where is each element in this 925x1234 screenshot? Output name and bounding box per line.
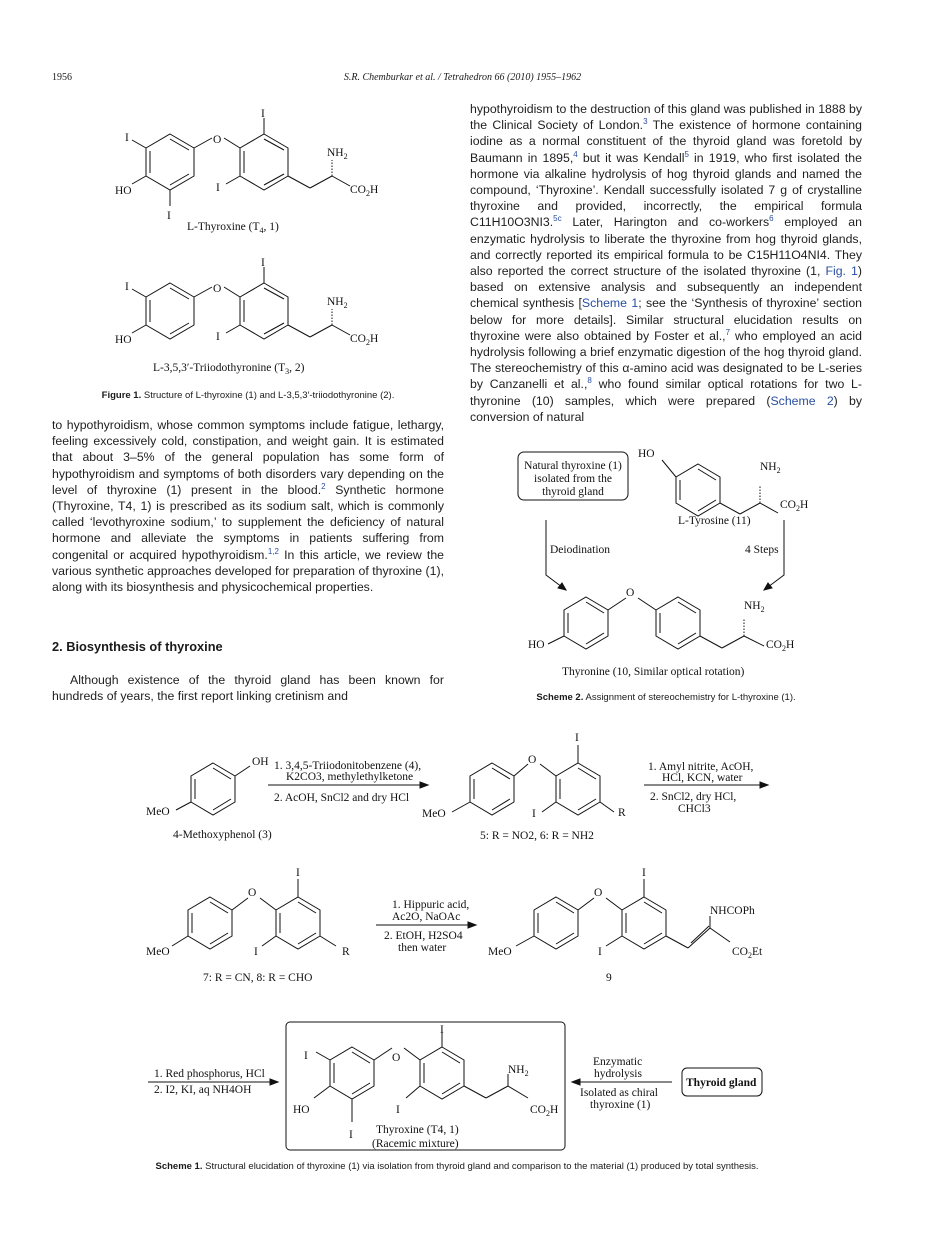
triiodothyronine-structure bbox=[132, 267, 350, 339]
atom-label: O bbox=[213, 283, 222, 295]
svg-text:I: I bbox=[304, 1050, 308, 1062]
svg-text:MeO: MeO bbox=[488, 946, 512, 958]
svg-text:HO: HO bbox=[638, 448, 655, 460]
svg-text:O: O bbox=[594, 887, 603, 899]
left-column-paragraph-2: Although existence of the thyroid gland has been known for hundreds of years, the first report linking cretinism and bbox=[52, 673, 444, 704]
svg-text:MeO: MeO bbox=[422, 808, 446, 820]
deiodination-label: Deiodination bbox=[550, 544, 611, 556]
svg-text:I: I bbox=[396, 1104, 400, 1116]
fig1-link[interactable]: Fig. 1 bbox=[825, 264, 858, 279]
reagent-1-line-2: K2CO3, methylethylketone bbox=[286, 771, 414, 783]
atom-label: I bbox=[261, 257, 265, 269]
atom-label: $NH_2$ bbox=[327, 296, 348, 310]
svg-text:NH2: $NH_2$ bbox=[760, 461, 781, 475]
scheme2-caption: Scheme 2. Assignment of stereochemistry for L-thyroxine (1). bbox=[536, 692, 796, 703]
atom-label: I bbox=[216, 331, 220, 343]
enzymatic-line-3: Isolated as chiral bbox=[580, 1087, 658, 1099]
atom-label: $CO_2H$ bbox=[350, 184, 379, 198]
thyronine-structure bbox=[548, 597, 764, 649]
racemic-mixture-label: (Racemic mixture) bbox=[372, 1138, 459, 1150]
compound-5-6-label: 5: R = NO2, 6: R = NH2 bbox=[480, 830, 594, 842]
svg-text:I: I bbox=[254, 946, 258, 958]
svg-text:CO2H: $CO_2H$ bbox=[530, 1104, 559, 1118]
atom-label: I bbox=[125, 281, 129, 293]
svg-text:I: I bbox=[598, 946, 602, 958]
thyroid-gland-label: Thyroid gland bbox=[686, 1077, 757, 1089]
compound-9-label: 9 bbox=[606, 972, 612, 984]
reagent-2-line-2: HCl, KCN, water bbox=[662, 772, 743, 784]
svg-text:I: I bbox=[642, 867, 646, 879]
four-steps-label: 4 Steps bbox=[745, 544, 779, 556]
svg-text:O: O bbox=[528, 754, 537, 766]
atom-label: HO bbox=[115, 185, 132, 197]
page-number: 1956 bbox=[52, 72, 72, 83]
svg-text:L-3,5,3′-Triiodothyronine (T3,: L-3,5,3′-Triiodothyronine ($T_3$, 2) bbox=[153, 362, 305, 376]
reagent-3-line-2: Ac2O, NaOAc bbox=[392, 911, 461, 923]
svg-text:O: O bbox=[248, 887, 257, 899]
reagent-4-line-1: 1. Red phosphorus, HCl bbox=[154, 1068, 265, 1080]
scheme1-link[interactable]: Scheme 1 bbox=[581, 296, 639, 311]
compound2-label: L-3,5,3′-Triiodothyronine (T bbox=[153, 362, 286, 374]
svg-text:O: O bbox=[392, 1052, 401, 1064]
box-line-1: Natural thyroxine (1) bbox=[524, 460, 622, 472]
box-line-3: thyroid gland bbox=[542, 486, 604, 498]
svg-text:MeO: MeO bbox=[146, 946, 170, 958]
reagent-1-line-3: 2. AcOH, SnCl2 and dry HCl bbox=[274, 792, 410, 804]
svg-text:I: I bbox=[440, 1024, 444, 1036]
svg-text:OH: OH bbox=[252, 756, 269, 768]
running-title: S.R. Chemburkar et al. / Tetrahedron 66 (2010) 1955–1962 bbox=[343, 72, 582, 83]
svg-text:I: I bbox=[349, 1129, 353, 1141]
svg-text:CO2H: $CO_2H$ bbox=[766, 639, 795, 653]
scheme2-link[interactable]: Scheme 2 bbox=[770, 393, 834, 408]
dehydroamino-ester-structure bbox=[516, 879, 730, 949]
svg-text:I: I bbox=[532, 808, 536, 820]
svg-text:HO: HO bbox=[293, 1104, 310, 1116]
svg-text:R: R bbox=[618, 807, 626, 819]
right-column-text: hypothyroidism to the destruction of this gland was published in 1888 by the Clinical Society of London.$^3$ The existence of hormone containing iodine as a normal constituent of the thyroid gland was foretold by Baumann in 1895,$^4$ but it was Kendall$^5$ in 1919, who first isolated the hormone via alkaline hydrolysis of hog thyroid glands and named the compound, ‘Thyroxine’. Kendall successfully isolated 7 g of crystalline thyroxine and provided, incorrectly, the empirical formula C11H10O3NI3.$^{5c}$ Later, Harington and co-workers$^6$ employed an enzymatic hydrolysis to liberate the thyroxine from hog thyroid glands, and correctly reported its empirical formula to be C15H11O4NI4. They also reported the correct structure of the isolated thyroxine (1, Fig. 1) based on extensive analysis and subsequently an independent chemical synthesis [Scheme 1; see the ‘Synthesis of thyroxine’ section below for more details]. Similar structural elucidation results on thyroxine were also obtained by Foster et al.,$^7$ who employed an acid hydrolysis following a brief enzymatic digestion of the hog thyroid gland. The stereochemistry of this α-amino acid was designated to be L-series by Canzanelli et al.,$^8$ who found similar optical rotations for two L-thyronine (10) samples, which were prepared (Scheme 2) by conversion of natural bbox=[470, 102, 862, 424]
section-heading: 2. Biosynthesis of thyroxine bbox=[52, 639, 223, 654]
atom-label: O bbox=[213, 134, 222, 146]
reagent-1-line-1: 1. 3,4,5-Triiodonitobenzene (4), bbox=[274, 760, 422, 772]
reagent-3-line-1: 1. Hippuric acid, bbox=[392, 899, 470, 911]
svg-text:CO2H: $CO_2H$ bbox=[780, 499, 809, 513]
reagent-4-line-2: 2. I2, KI, aq NH4OH bbox=[154, 1084, 252, 1096]
svg-text:CO2Et: $CO_2Et$ bbox=[732, 946, 763, 960]
svg-text:I: I bbox=[296, 867, 300, 879]
svg-text:I: I bbox=[575, 732, 579, 744]
box-line-2: isolated from the bbox=[534, 473, 612, 485]
atom-label: I bbox=[125, 132, 129, 144]
svg-text:NH2: $NH_2$ bbox=[508, 1064, 529, 1078]
svg-text:NHCOPh: NHCOPh bbox=[710, 905, 755, 917]
racemic-thyroxine-label: Thyroxine (T4, 1) bbox=[376, 1124, 459, 1136]
tyrosine-label: L-Tyrosine (11) bbox=[678, 515, 751, 527]
racemic-thyroxine-structure bbox=[314, 1030, 528, 1122]
enzymatic-line-1: Enzymatic bbox=[593, 1056, 643, 1068]
atom-label: I bbox=[167, 210, 171, 222]
svg-text:R: R bbox=[342, 946, 350, 958]
svg-text:O: O bbox=[626, 587, 635, 599]
enzymatic-line-2: hydrolysis bbox=[594, 1068, 642, 1080]
figure1-caption: Figure 1. Structure of L-thyroxine (1) and L-3,5,3′-triiodothyronine (2). bbox=[101, 390, 395, 401]
atom-label: $CO_2H$ bbox=[350, 333, 379, 347]
reagent-3-line-4: then water bbox=[398, 942, 447, 954]
methoxyphenol-structure bbox=[176, 763, 250, 815]
methoxyphenol-label: 4-Methoxyphenol (3) bbox=[173, 829, 272, 841]
atom-label: $NH_2$ bbox=[327, 147, 348, 161]
reagent-2-line-3: 2. SnCl2, dry HCl, bbox=[650, 791, 737, 803]
atom-label: HO bbox=[115, 334, 132, 346]
svg-text:MeO: MeO bbox=[146, 806, 170, 818]
svg-text:L-Thyroxine (T4, 1): L-Thyroxine ($T_4$, 1) bbox=[187, 221, 279, 235]
thyroxine-structure bbox=[132, 118, 350, 206]
atom-label: I bbox=[261, 108, 265, 120]
svg-text:HO: HO bbox=[528, 639, 545, 651]
enzymatic-line-4: thyroxine (1) bbox=[590, 1099, 651, 1111]
left-column-text: to hypothyroidism, whose common symptoms include fatigue, lethargy, feeling excessively cold, constipation, and weight gain. It is estimated that about 3–5% of the general population has some form of hypothyroidism and symptoms of both disorders vary depending on the level of thyroxine (1) present in the blood.$^2$ Synthetic hormone (Thyroxine, T4, 1) is prescribed as its sodium salt, which is commonly called ‘levothyroxine sodium,’ to supplement the deficiency of natural hormone and alleviate the symptoms in patients suffering from congenital or acquired hypothyroidism.$^{1,2}$ In this article, we review the various synthetic approaches developed for preparation of thyroxine (1), along with its biosynthesis and physicochemical properties. bbox=[52, 418, 444, 595]
reagent-2-line-1: 1. Amyl nitrite, AcOH, bbox=[648, 761, 754, 773]
atom-label: I bbox=[216, 182, 220, 194]
reagent-2-line-4: CHCl3 bbox=[678, 803, 711, 815]
thyronine-label: Thyronine (10, Similar optical rotation) bbox=[562, 666, 745, 678]
compound-7-8-label: 7: R = CN, 8: R = CHO bbox=[203, 972, 313, 984]
scheme1-caption: Scheme 1. Structural elucidation of thyroxine (1) via isolation from thyroid gland and comparison to the material (1) produced by total synthesis. bbox=[155, 1161, 759, 1172]
svg-text:NH2: $NH_2$ bbox=[744, 600, 765, 614]
compound1-label: L-Thyroxine (T bbox=[187, 221, 260, 233]
reagent-3-line-3: 2. EtOH, H2SO4 bbox=[384, 930, 463, 942]
